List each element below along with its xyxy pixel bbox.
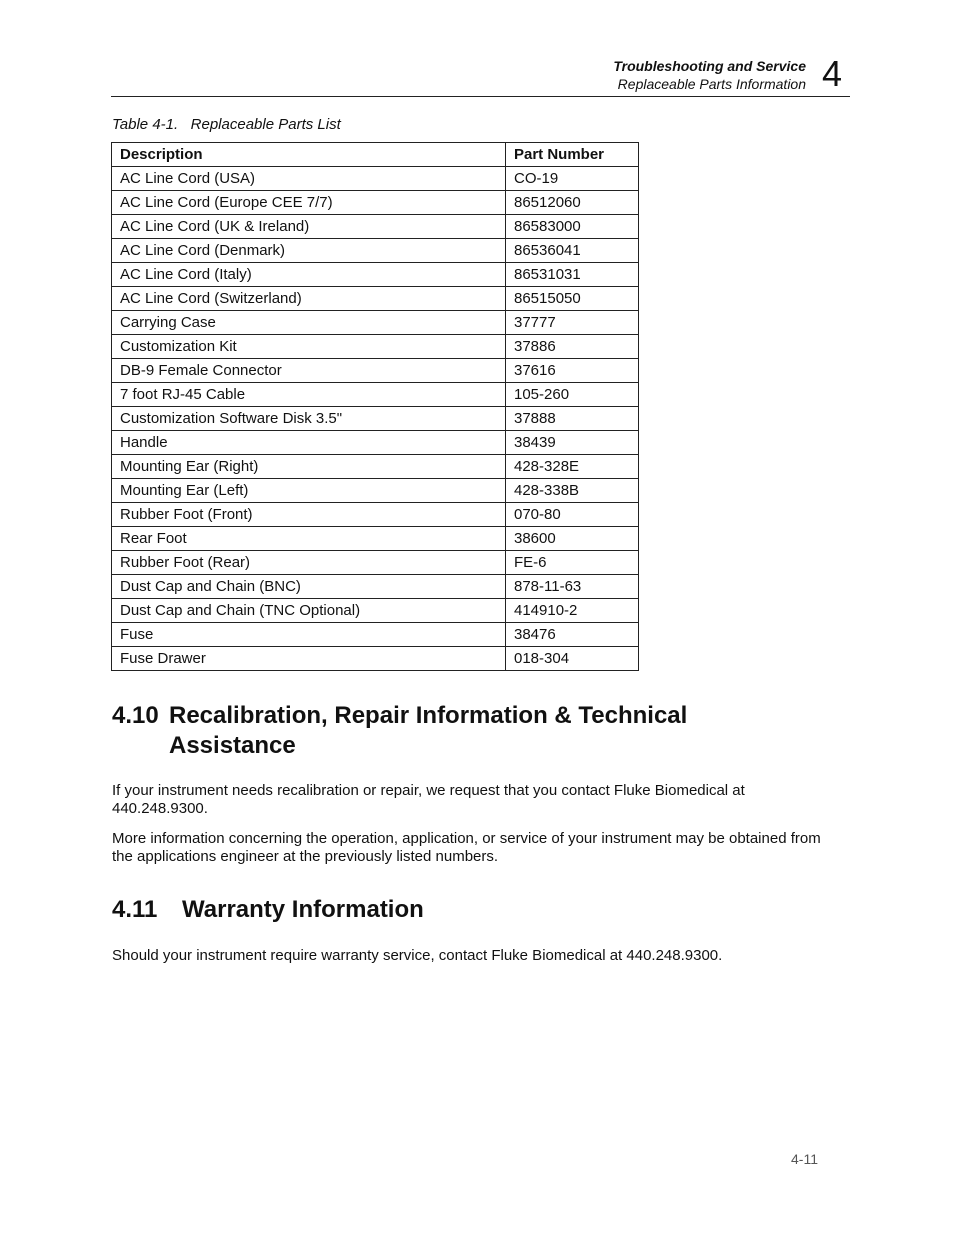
cell-part-number: CO-19: [506, 167, 639, 191]
table-row: [112, 311, 639, 335]
running-header-title: Troubleshooting and Service: [613, 58, 806, 74]
cell-description: Handle: [112, 431, 506, 455]
cell-part-number: FE-6: [506, 551, 639, 575]
section-title-line2: Assistance: [169, 732, 296, 759]
cell-part-number: 878-11-63: [506, 575, 639, 599]
cell-description: AC Line Cord (UK & Ireland): [112, 215, 506, 239]
running-header-subtitle: Replaceable Parts Information: [617, 76, 806, 92]
cell-part-number: 428-328E: [506, 455, 639, 479]
table-row: [112, 647, 639, 671]
cell-part-number: 37886: [506, 335, 639, 359]
cell-description: AC Line Cord (Europe CEE 7/7): [112, 191, 506, 215]
table-row: [112, 503, 639, 527]
table-row: [112, 287, 639, 311]
cell-description: AC Line Cord (Italy): [112, 263, 506, 287]
table-row: [112, 191, 639, 215]
running-header: [613, 57, 806, 93]
replaceable-parts-table: [111, 142, 639, 671]
table-body: [112, 167, 639, 671]
cell-description: DB-9 Female Connector: [112, 359, 506, 383]
cell-part-number: 86583000: [506, 215, 639, 239]
cell-description: Rear Foot: [112, 527, 506, 551]
page-number: 4-11: [791, 1151, 818, 1167]
table-row: [112, 431, 639, 455]
table-row: [112, 623, 639, 647]
table-row: [112, 335, 639, 359]
cell-part-number: 86512060: [506, 191, 639, 215]
section-title: Warranty Information: [182, 896, 424, 923]
table-header-row: [112, 143, 639, 167]
cell-description: AC Line Cord (Denmark): [112, 239, 506, 263]
table-caption: Table 4-1. Replaceable Parts List: [112, 116, 341, 133]
table-row: [112, 479, 639, 503]
section-heading-4-10: [112, 701, 752, 761]
table-row: [112, 407, 639, 431]
cell-description: AC Line Cord (USA): [112, 167, 506, 191]
cell-part-number: 37888: [506, 407, 639, 431]
cell-description: Rubber Foot (Rear): [112, 551, 506, 575]
paragraph-warranty: Should your instrument require warranty service, contact Fluke Biomedical at 440.248.9300.: [112, 947, 723, 964]
cell-part-number: 428-338B: [506, 479, 639, 503]
section-number: 4.10: [112, 702, 159, 729]
cell-part-number: 37616: [506, 359, 639, 383]
cell-description: Customization Kit: [112, 335, 506, 359]
cell-part-number: 414910-2: [506, 599, 639, 623]
cell-part-number: 38439: [506, 431, 639, 455]
cell-part-number: 38600: [506, 527, 639, 551]
cell-description: Dust Cap and Chain (BNC): [112, 575, 506, 599]
cell-part-number: 37777: [506, 311, 639, 335]
table-row: [112, 551, 639, 575]
cell-description: AC Line Cord (Switzerland): [112, 287, 506, 311]
table-row: [112, 455, 639, 479]
cell-part-number: 86536041: [506, 239, 639, 263]
cell-description: Mounting Ear (Right): [112, 455, 506, 479]
table-row: [112, 215, 639, 239]
table-row: [112, 239, 639, 263]
paragraph-recalibration: If your instrument needs recalibration or repair, we request that you contact Fluke Biomedical at 440.248.9300.: [112, 782, 745, 817]
cell-description: Mounting Ear (Left): [112, 479, 506, 503]
cell-part-number: 86531031: [506, 263, 639, 287]
section-heading-4-11: [112, 895, 424, 925]
column-header-description: Description: [112, 143, 506, 167]
column-header-part-number: Part Number: [506, 143, 639, 167]
cell-description: Rubber Foot (Front): [112, 503, 506, 527]
table-row: [112, 527, 639, 551]
header-divider: [111, 96, 850, 97]
table-row: [112, 359, 639, 383]
cell-description: Carrying Case: [112, 311, 506, 335]
table-row: [112, 383, 639, 407]
table-row: [112, 599, 639, 623]
table-row: [112, 575, 639, 599]
table-row: [112, 167, 639, 191]
cell-description: Dust Cap and Chain (TNC Optional): [112, 599, 506, 623]
cell-part-number: 070-80: [506, 503, 639, 527]
cell-part-number: 38476: [506, 623, 639, 647]
cell-part-number: 018-304: [506, 647, 639, 671]
cell-part-number: 105-260: [506, 383, 639, 407]
chapter-number: 4: [822, 53, 843, 94]
cell-part-number: 86515050: [506, 287, 639, 311]
cell-description: Fuse: [112, 623, 506, 647]
cell-description: 7 foot RJ-45 Cable: [112, 383, 506, 407]
cell-description: Customization Software Disk 3.5": [112, 407, 506, 431]
table-row: [112, 263, 639, 287]
paragraph-more-information: More information concerning the operation, application, or service of your instrument may be obtained from the applications engineer at the previously listed numbers.: [112, 830, 821, 865]
section-number: 4.11: [112, 896, 158, 923]
section-title-line1: Recalibration, Repair Information & Technical: [169, 702, 688, 729]
cell-description: Fuse Drawer: [112, 647, 506, 671]
